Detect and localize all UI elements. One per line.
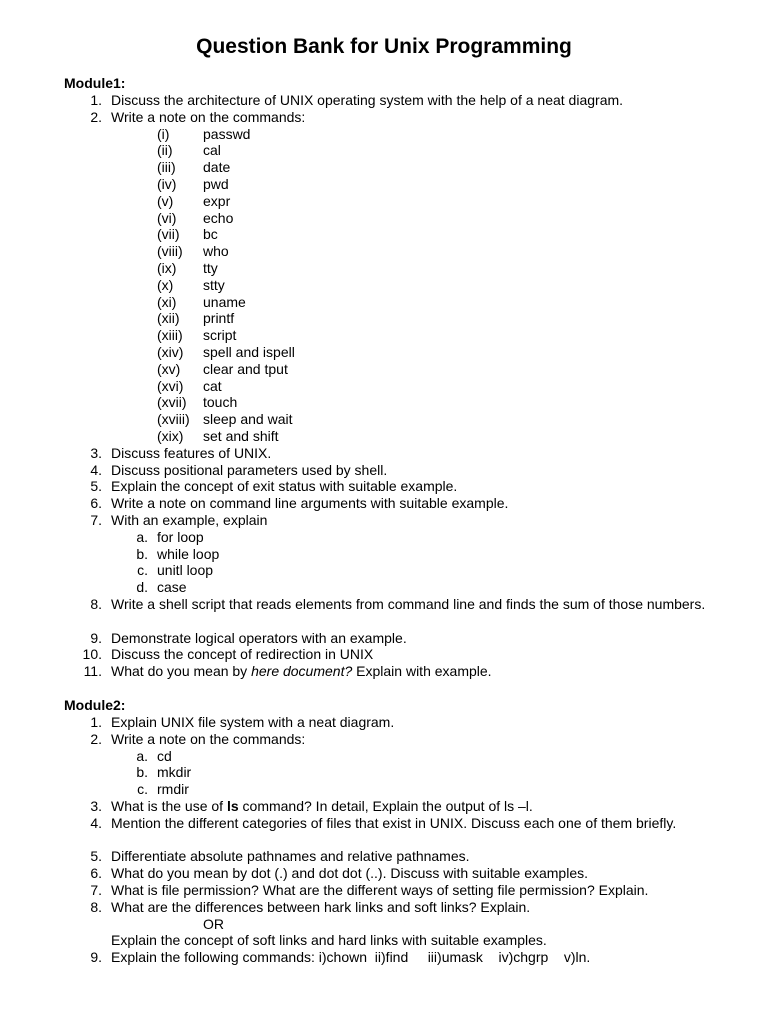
question-1: 1. Explain UNIX file system with a neat diagram. (90, 714, 395, 730)
command-item: (xii) printf (157, 310, 235, 327)
command-item: (viii) who (157, 243, 229, 260)
question-5: 5. Differentiate absolute pathnames and relative pathnames. (90, 848, 470, 865)
command-item: (xviii) sleep and wait (157, 411, 293, 428)
question-10: 10. Discuss the concept of redirection in UNIX (82, 646, 374, 663)
question-7: 7. With an example, explain (90, 511, 268, 528)
loop-item: d. case (136, 579, 187, 596)
module-1-section (64, 75, 716, 680)
command-item: (iii) date (157, 159, 231, 176)
command-item: (vii) bc (157, 226, 218, 243)
loop-item: c. unitl loop (137, 562, 214, 579)
question-4: 4. Mention the different categories of files that exist in UNIX. Discuss each one of them briefly. (90, 814, 677, 831)
command-item: (xvii) touch (157, 394, 238, 411)
command-item: (ii) cal (157, 142, 221, 159)
question-8: 8. Write a shell script that reads elements from command line and finds the sum of those numbers. (90, 595, 706, 612)
command-item: (vi) echo (157, 209, 234, 226)
question-5: 5. Explain the concept of exit status with suitable example. (90, 478, 458, 495)
command-item: (xvi) cat (157, 377, 222, 394)
command-item: (xix) set and shift (157, 427, 279, 444)
question-2: 2. Write a note on the commands: (90, 108, 306, 125)
question-4: 4. Discuss positional parameters used by shell. (90, 461, 388, 478)
or-separator: OR (203, 915, 224, 932)
question-7: 7. What is file permission? What are the different ways of setting file permission? Explain. (90, 881, 649, 898)
command-item: (i) passwd (157, 125, 251, 142)
command-item: (x) stty (157, 276, 225, 293)
question-9: 9. Explain the following commands: i)chown ii)find iii)umask iv)chgrp v)ln. (90, 949, 591, 966)
command-item: c. rmdir (137, 781, 189, 798)
question-6: 6. What do you mean by dot (.) and dot dot (..). Discuss with suitable examples. (90, 865, 588, 882)
page-title: Question Bank for Unix Programming (196, 35, 572, 58)
question-3: 3. What is the use of ls command? In detail, Explain the output of ls –l. (90, 797, 533, 814)
command-item: b. mkdir (136, 764, 192, 781)
command-item: (v) expr (157, 192, 231, 209)
command-item: (iv) pwd (157, 175, 229, 192)
module-2-heading: Module2: (64, 697, 126, 713)
command-item: (xv) clear and tput (157, 360, 288, 377)
module-1-heading: Module1: (64, 75, 126, 91)
question-2: 2. Write a note on the commands: (90, 730, 306, 747)
module-2-section (64, 697, 716, 966)
question-8: 8. What are the differences between hark links and soft links? Explain. (90, 898, 531, 915)
command-item: (xi) uname (157, 293, 246, 310)
question-6: 6. Write a note on command line arguments with suitable example. (90, 495, 509, 512)
command-item: (ix) tty (157, 259, 218, 276)
command-item: a. cd (136, 747, 172, 764)
question-9: 9. Demonstrate logical operators with an example. (90, 629, 407, 646)
loop-item: b. while loop (136, 545, 220, 562)
loop-item: a. for loop (136, 528, 204, 545)
command-item: (xiii) script (157, 327, 237, 344)
question-1: 1. Discuss the architecture of UNIX operating system with the help of a neat diagram. (90, 92, 624, 108)
question-11: 11. What do you mean by here document? Explain with example. (83, 663, 492, 680)
command-item: (xiv) spell and ispell (157, 343, 295, 360)
question-3: 3. Discuss features of UNIX. (90, 444, 272, 461)
question-8-alternative: Explain the concept of soft links and hard links with suitable examples. (111, 932, 547, 949)
